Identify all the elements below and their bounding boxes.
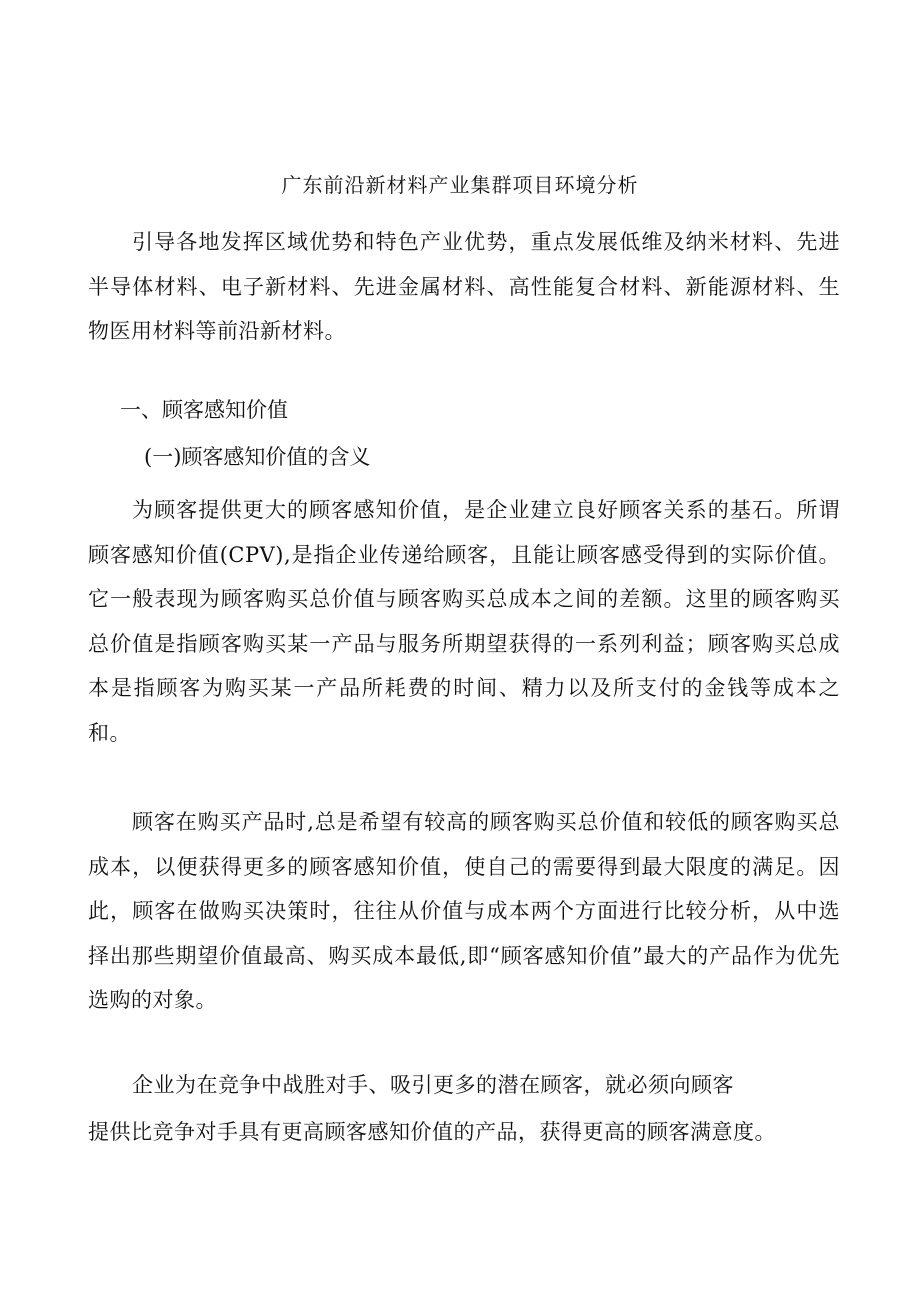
body-paragraph-1: 为顾客提供更大的顾客感知价值，是企业建立良好顾客关系的基石。所谓顾客感知价值(CPV),是指企业传递给顾客，且能让顾客感受得到的实际价值。它一般表现为顾客购买总价值与顾客购买总成本之间的差额。这里的顾客购买总价值是指顾客购买某一产品与服务所期望获得的一系列利益；顾客购买总成本是指顾客为购买某一产品所耗费的时间、精力以及所支付的金钱等成本之和。: [88, 498, 840, 745]
body-paragraph-3-line-2: 提供比竞争对手具有更高顾客感知价值的产品，获得更高的顾客满意度。: [88, 1120, 776, 1144]
document-title: 广东前沿新材料产业集群项目环境分析: [281, 173, 639, 197]
body-paragraph-2: 顾客在购买产品时,总是希望有较高的顾客购买总价值和较低的顾客购买总成本，以便获得更多的顾客感知价值，使自己的需要得到最大限度的满足。因此，顾客在做购买决策时，往往从价值与成本两个方面进行比较分析，从中选择出那些期望价值最高、购买成本最低,即“顾客感知价值”最大的产品作为优先选购的对象。: [88, 810, 840, 1012]
intro-paragraph: 引导各地发挥区域优势和特色产业优势，重点发展低维及纳米材料、先进半导体材料、电子新材料、先进金属材料、高性能复合材料、新能源材料、生物医用材料等前沿新材料。: [88, 230, 840, 343]
section-heading: 一、顾客感知价值: [120, 398, 288, 422]
body-paragraph-3-line-1: 企业为在竞争中战胜对手、吸引更多的潜在顾客，就必须向顾客: [132, 1073, 734, 1097]
subsection-heading: (一)顾客感知价值的含义: [144, 445, 371, 469]
